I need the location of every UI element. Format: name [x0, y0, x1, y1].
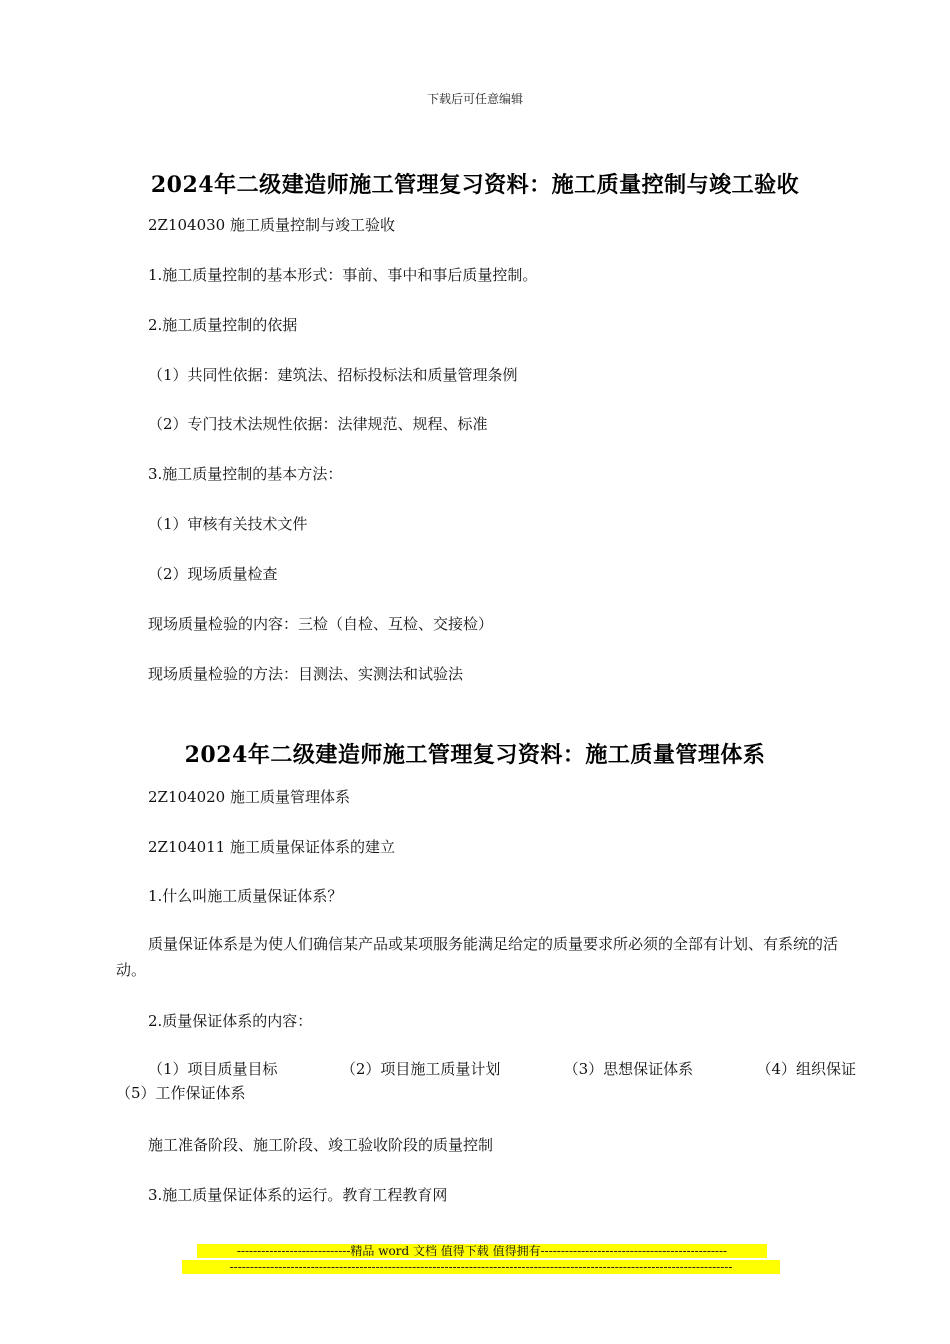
paragraph: 现场质量检验的内容：三检（自检、互检、交接检）: [148, 615, 494, 633]
section-code: 2Z104020 施工质量管理体系: [148, 788, 350, 806]
footer-line: ----------------------------------------------------------------------------------------------------------------------------: [182, 1260, 780, 1274]
paragraph: 3.施工质量控制的基本方法：: [148, 465, 343, 483]
paragraph: 质量保证体系是为使人们确信某产品或某项服务能满足给定的质量要求所必须的全部有计划、有系统的活动。: [116, 935, 839, 979]
list-item: （4）组织保证: [756, 1060, 856, 1078]
paragraph: 3.施工质量保证体系的运行。教育工程教育网: [148, 1186, 448, 1204]
paragraph: 2.施工质量控制的依据: [148, 316, 298, 334]
section-code: 2Z104011 施工质量保证体系的建立: [148, 838, 395, 856]
paragraph: 1.什么叫施工质量保证体系？: [148, 887, 343, 905]
paragraph: 1.施工质量控制的基本形式：事前、事中和事后质量控制。: [148, 266, 538, 284]
page-header: 下载后可任意编辑: [426, 92, 523, 106]
list-item: （3）思想保证体系: [563, 1060, 694, 1078]
paragraph: 2.质量保证体系的内容：: [148, 1012, 313, 1030]
list-item: （1）共同性依据：建筑法、招标投标法和质量管理条例: [148, 366, 518, 384]
section-title: 2024年二级建造师施工管理复习资料：施工质量控制与竣工验收: [150, 172, 800, 198]
list-item: （1）审核有关技术文件: [148, 515, 308, 533]
paragraph: 现场质量检验的方法：目测法、实测法和试验法: [148, 665, 464, 683]
paragraph: 施工准备阶段、施工阶段、竣工验收阶段的质量控制: [148, 1136, 494, 1154]
list-row: [116, 1057, 856, 1105]
footer-line: ----------------------------精品 word 文档 值得下载 值得拥有----------------------------------------------: [197, 1244, 767, 1258]
list-item: （2）项目施工质量计划: [340, 1060, 501, 1078]
section-title: 2024年二级建造师施工管理复习资料：施工质量管理体系: [184, 742, 766, 768]
list-item: （2）专门技术法规性依据：法律规范、规程、标准: [148, 415, 488, 433]
list-item: （1）项目质量目标: [148, 1060, 278, 1078]
list-item: （2）现场质量检查: [148, 565, 278, 583]
section-code: 2Z104030 施工质量控制与竣工验收: [148, 216, 395, 234]
list-item: （5）工作保证体系: [116, 1084, 246, 1102]
